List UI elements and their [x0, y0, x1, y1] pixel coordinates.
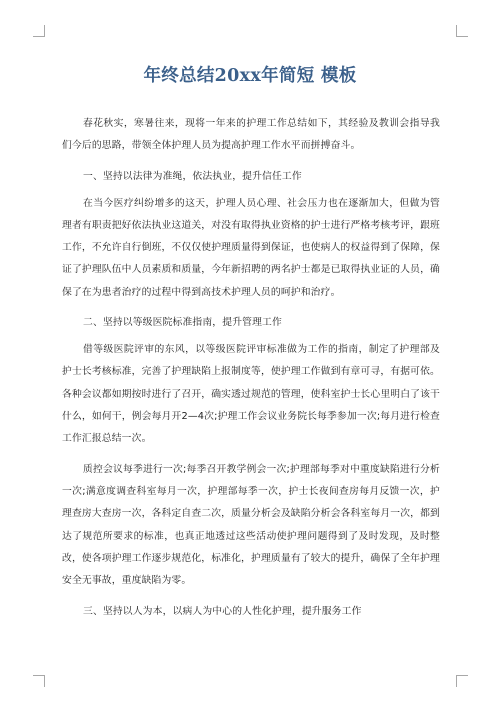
section-heading-2: 二、坚持以等级医院标准指南，提升管理工作 — [83, 317, 282, 329]
page-corner-mark-bottom-left — [33, 675, 45, 687]
intro-paragraph: 春花秋实，寒暑往来，现将一年来的护理工作总结如下，其经验及教训会指导我们今后的思路，带领全体护理人员为提高护理工作水平而拼搏奋斗。 — [62, 118, 440, 152]
page-corner-mark-top-right — [456, 25, 468, 37]
document-body — [62, 113, 440, 627]
section-heading-3: 三、坚持以人为本，以病人为中心的人性化护理，提升服务工作 — [83, 605, 362, 617]
page-corner-mark-top-left — [33, 25, 45, 37]
document-title: 年终总结20xx年简短 模板 — [143, 66, 357, 86]
page-corner-mark-bottom-right — [456, 675, 468, 687]
section-2-paragraph-1: 借等级医院评审的东风，以等级医院评审标准做为工作的指南，制定了护理部及护士长考核标准，完善了护理缺陷上报制度等，使护理工作做到有章可寻，有据可依。各种会议都如期按时进行了召开，确实透过规范的管理，使科室护士长心里明白了该干什么，如何干，例会每月开2—4次;护理工作会议业务院长每季参加一次;每月进行检查工作汇报总结一次。 — [62, 344, 440, 445]
section-1-paragraph: 在当今医疗纠纷增多的这天，护理人员心理、社会压力也在逐渐加大，但做为管理者有职责把好依法执业这道关，对没有取得执业资格的护士进行严格考核考评，跟班工作，不允许自行倒班，不仅仅使护理质量得到保证，也使病人的权益得到了保障，保证了护理队伍中人员素质和质量，今年新招聘的两名护士都是已取得执业证的人员，确保了在为患者治疗的过程中得到高技术护理人员的呵护和治疗。 — [62, 197, 440, 298]
section-2-paragraph-2: 质控会议每季进行一次;每季召开教学例会一次;护理部每季对中重度缺陷进行分析一次;满意度调查科室每月一次，护理部每季一次，护士长夜间查房每月反馈一次，护理查房大查房一次，各科定自查二次，质量分析会及缺陷分析会各科室每月一次，都到达了规范所要求的标准，也真正地透过这些活动使护理问题得到了及时发现，及时整改，使各项护理工作逐步规范化，标准化，护理质量有了较大的提升，确保了全年护理安全无事故，重度缺陷为零。 — [62, 463, 440, 587]
section-heading-1: 一、坚持以法律为准绳，依法执业，提升信任工作 — [83, 170, 302, 182]
